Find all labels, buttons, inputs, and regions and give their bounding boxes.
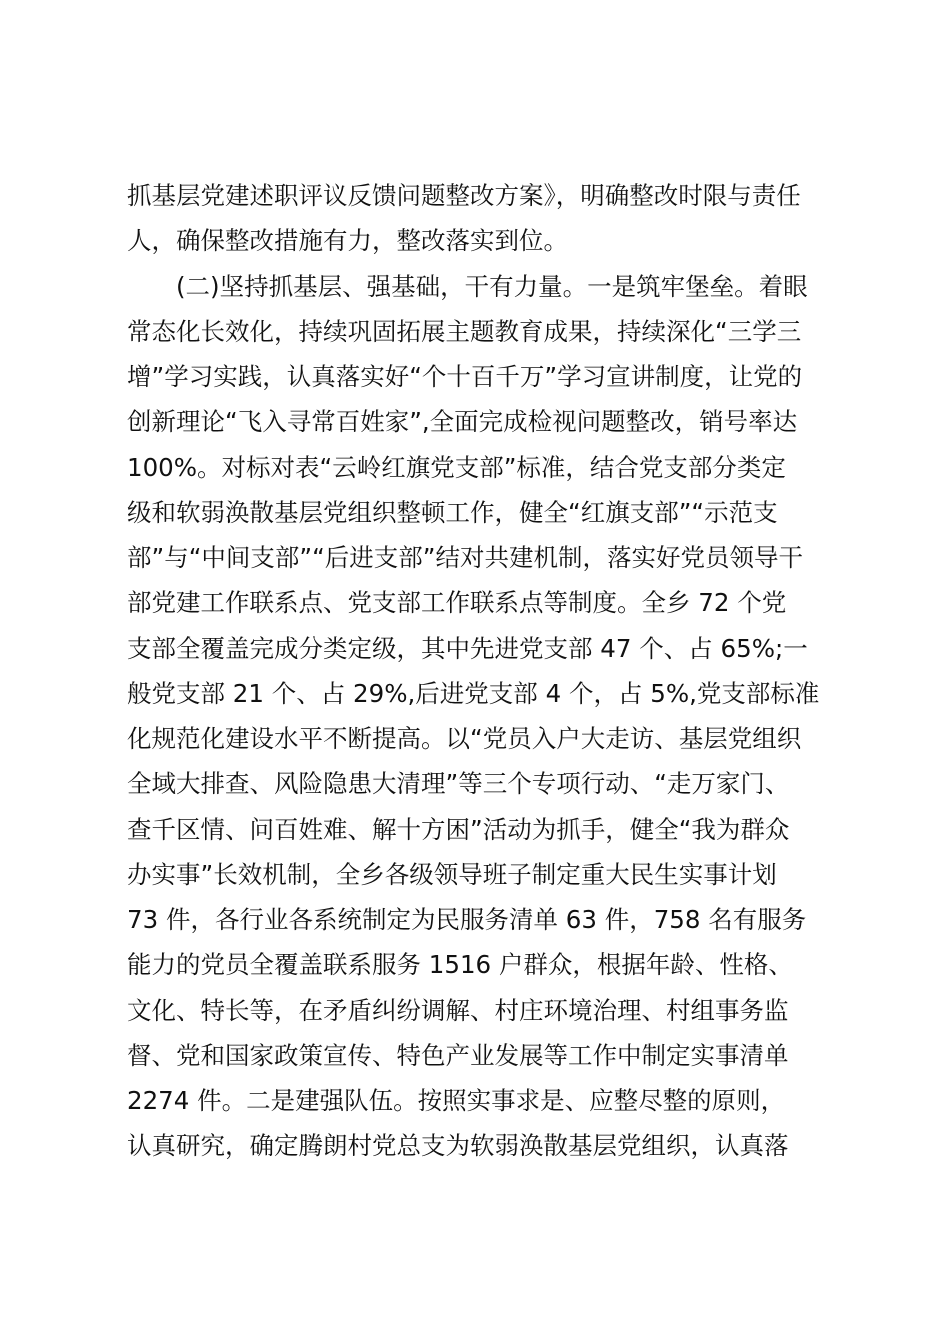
text-line: 73 件，各行业各系统制定为民服务清单 63 件，758 名有服务 (127, 905, 807, 934)
text-line: 人，确保整改措施有力，整改落实到位。 (127, 226, 568, 256)
text-line: 增”学习实践，认真落实好“个十百千万”学习宣讲制度，让党的 (127, 362, 803, 391)
text-line: 般党支部 21 个、占 29%,后进党支部 4 个，占 5%,党支部标准 (127, 678, 820, 708)
body-text (127, 173, 847, 1169)
text-line: 部”与“中间支部”“后进支部”结对共建机制，落实好党员领导干 (127, 543, 803, 572)
text-line: 2274 件。二是建强队伍。按照实事求是、应整尽整的原则， (127, 1086, 786, 1115)
text-line: 认真研究，确定腾朗村党总支为软弱涣散基层党组织，认真落 (127, 1131, 789, 1161)
text-line: 全域大排查、风险隐患大清理”等三个专项行动、“走万家门、 (127, 769, 790, 799)
text-line: 创新理论“飞入寻常百姓家”,全面完成检视问题整改，销号率达 (127, 407, 798, 437)
text-line: 支部全覆盖完成分类定级，其中先进党支部 47 个、占 65%;一 (127, 633, 808, 663)
text-line: 100%。对标对表“云岭红旗党支部”标准，结合党支部分类定 (127, 452, 786, 482)
text-line: 能力的党员全覆盖联系服务 1516 户群众，根据年龄、性格、 (127, 950, 793, 980)
text-line: 级和软弱涣散基层党组织整顿工作，健全“红旗支部”“示范支 (127, 497, 778, 527)
text-line: 查千区情、问百姓难、解十方困”活动为抓手，健全“我为群众 (127, 814, 790, 844)
text-line: 化规范化建设水平不断提高。以“党员入户大走访、基层党组织 (127, 724, 802, 753)
text-line: 督、党和国家政策宣传、特色产业发展等工作中制定实事清单 (127, 1040, 789, 1070)
text-line: 常态化长效化，持续巩固拓展主题教育成果，持续深化“三学三 (127, 316, 802, 346)
text-line: 抓基层党建述职评议反馈问题整改方案》，明确整改时限与责任 (127, 181, 801, 210)
text-line: 文化、特长等，在矛盾纠纷调解、村庄环境治理、村组事务监 (127, 995, 789, 1025)
text-line: 办实事”长效机制，全乡各级领导班子制定重大民生实事计划 (127, 859, 777, 889)
text-line: (二)坚持抓基层、强基础，干有力量。一是筑牢堡垒。着眼 (176, 271, 808, 301)
text-line: 部党建工作联系点、党支部工作联系点等制度。全乡 72 个党 (127, 588, 787, 618)
